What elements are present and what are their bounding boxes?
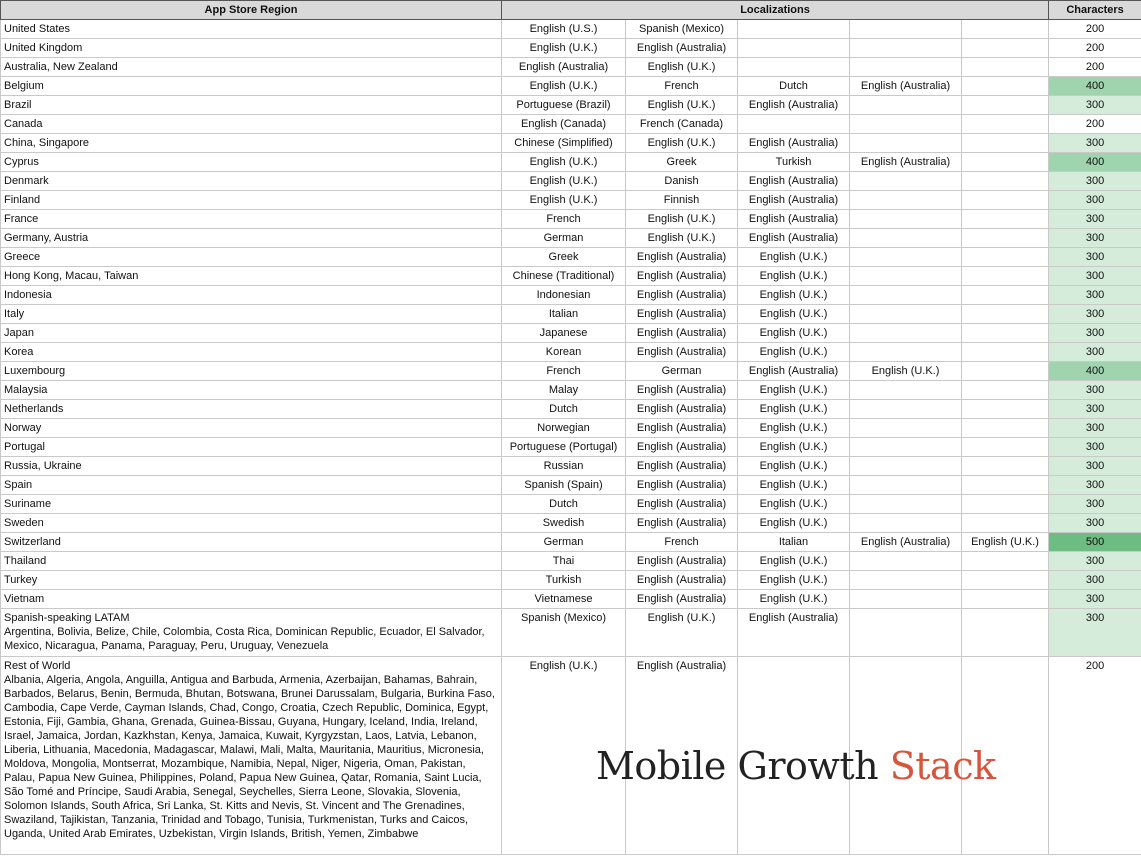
loc-cell: Indonesian bbox=[502, 286, 626, 305]
loc-cell: English (U.K.) bbox=[626, 134, 738, 153]
characters-cell: 300 bbox=[1049, 267, 1141, 286]
loc-cell bbox=[962, 153, 1049, 172]
loc-cell: Dutch bbox=[738, 77, 850, 96]
loc-cell: French (Canada) bbox=[626, 115, 738, 134]
loc-cell: English (U.K.) bbox=[502, 39, 626, 58]
loc-cell bbox=[850, 438, 962, 457]
region-cell: Canada bbox=[1, 115, 502, 134]
loc-cell: English (Australia) bbox=[626, 324, 738, 343]
loc-cell: English (U.K.) bbox=[626, 210, 738, 229]
loc-cell: Chinese (Traditional) bbox=[502, 267, 626, 286]
characters-cell: 300 bbox=[1049, 514, 1141, 533]
loc-cell: Swedish bbox=[502, 514, 626, 533]
loc-cell: Thai bbox=[502, 552, 626, 571]
brand-main: Mobile Growth bbox=[596, 744, 879, 788]
loc-cell: English (Australia) bbox=[738, 210, 850, 229]
loc-cell: English (Australia) bbox=[738, 609, 850, 657]
loc-cell: Portuguese (Portugal) bbox=[502, 438, 626, 457]
loc-cell bbox=[962, 20, 1049, 39]
region-countries: Albania, Algeria, Angola, Anguilla, Antigua and Barbuda, Armenia, Azerbaijan, Bahamas, Bahrain, Barbados, Belarus, Benin, Bermuda, Bhutan, Botswana, Brunei Darussalam, Bulgaria, Burkina Faso, Cambodia, Cape Verde, Cayman Islands, Chad, Congo, Croatia, Czech Republic, Dominica, Egypt, Estonia, Fiji, Gambia, Ghana, Grenada, Guinea-Bissau, Guyana, Hungary, Iceland, India, Ireland, Israel, Jamaica, Jordan, Kazkhstan, Kenya, Jamaica, Kuwait, Kyrgyzstan, Laos, Latvia, Lebanon, Liberia, Lithuania, Macedonia, Madagascar, Malawi, Mali, Malta, Mauritania, Mauritius, Micronesia, Moldova, Mongolia, Montserrat, Mozambique, Namibia, Nepal, Niger, Nigeria, Oman, Pakistan, Palau, Papua New Guinea, Philippines, Poland, Papua New Guinea, Qatar, Romania, Saint Lucia, São Tomé and Príncipe, Saudi Arabia, Senegal, Seychelles, Sierra Leone, Slovakia, Slovenia, Solomon Islands, South Africa, Sri Lanka, St. Kitts and Nevis, St. Vincent and The Grenadines, Swaziland, Tajikistan, Tanzania, Trinidad and Tobago, Tunisia, Turkmenistan, Turks and Caicos, Uganda, United Arab Emirates, Uzbekistan, Virgin Islands, British, Yemen, Zimbabwe bbox=[4, 674, 495, 840]
loc-cell: English (Australia) bbox=[626, 343, 738, 362]
region-cell: Hong Kong, Macau, Taiwan bbox=[1, 267, 502, 286]
characters-cell: 400 bbox=[1049, 153, 1141, 172]
loc-cell: English (U.K.) bbox=[738, 267, 850, 286]
loc-cell: English (U.K.) bbox=[738, 248, 850, 267]
loc-cell bbox=[850, 20, 962, 39]
table-row bbox=[1, 267, 1141, 286]
region-title: Rest of World bbox=[4, 660, 71, 672]
table-row bbox=[1, 248, 1141, 267]
table-row bbox=[1, 20, 1141, 39]
loc-cell bbox=[738, 115, 850, 134]
loc-cell: English (Australia) bbox=[738, 96, 850, 115]
loc-cell: French bbox=[502, 210, 626, 229]
characters-cell: 300 bbox=[1049, 552, 1141, 571]
loc-cell bbox=[850, 267, 962, 286]
loc-cell bbox=[850, 286, 962, 305]
characters-cell: 300 bbox=[1049, 438, 1141, 457]
loc-cell: English (U.K.) bbox=[502, 172, 626, 191]
loc-cell bbox=[850, 191, 962, 210]
loc-cell bbox=[962, 58, 1049, 77]
table-row bbox=[1, 286, 1141, 305]
loc-cell bbox=[850, 609, 962, 657]
table-row bbox=[1, 362, 1141, 381]
table-row bbox=[1, 400, 1141, 419]
characters-cell: 200 bbox=[1049, 58, 1141, 77]
loc-cell bbox=[850, 400, 962, 419]
table-row bbox=[1, 134, 1141, 153]
loc-cell: Norwegian bbox=[502, 419, 626, 438]
loc-cell: English (Australia) bbox=[738, 172, 850, 191]
loc-cell bbox=[962, 248, 1049, 267]
loc-cell bbox=[850, 305, 962, 324]
region-cell: Australia, New Zealand bbox=[1, 58, 502, 77]
region-cell: Norway bbox=[1, 419, 502, 438]
header-characters: Characters bbox=[1049, 1, 1141, 20]
table-row bbox=[1, 533, 1141, 552]
characters-cell: 300 bbox=[1049, 571, 1141, 590]
brand-accent: Stack bbox=[889, 744, 996, 788]
region-cell: Germany, Austria bbox=[1, 229, 502, 248]
region-cell: Vietnam bbox=[1, 590, 502, 609]
region-cell: Italy bbox=[1, 305, 502, 324]
loc-cell: English (U.K.) bbox=[738, 286, 850, 305]
loc-cell bbox=[962, 590, 1049, 609]
loc-cell bbox=[850, 115, 962, 134]
region-countries: Argentina, Bolivia, Belize, Chile, Colombia, Costa Rica, Dominican Republic, Ecuador, El Salvador, Mexico, Nicaragua, Panama, Paraguay, Peru, Uruguay, Venezuela bbox=[4, 626, 485, 652]
loc-cell bbox=[962, 609, 1049, 657]
loc-cell bbox=[850, 58, 962, 77]
loc-cell: English (Australia) bbox=[738, 134, 850, 153]
loc-cell: English (Australia) bbox=[626, 305, 738, 324]
loc-cell: Dutch bbox=[502, 495, 626, 514]
characters-cell: 300 bbox=[1049, 134, 1141, 153]
loc-cell: English (Australia) bbox=[626, 590, 738, 609]
characters-cell: 200 bbox=[1049, 657, 1141, 855]
loc-cell: Russian bbox=[502, 457, 626, 476]
loc-cell: English (U.K.) bbox=[738, 305, 850, 324]
table-row bbox=[1, 229, 1141, 248]
table-row bbox=[1, 191, 1141, 210]
loc-cell: English (U.K.) bbox=[738, 324, 850, 343]
loc-cell: English (Australia) bbox=[850, 77, 962, 96]
loc-cell bbox=[850, 476, 962, 495]
loc-cell: English (Australia) bbox=[626, 571, 738, 590]
characters-cell: 300 bbox=[1049, 495, 1141, 514]
table-row bbox=[1, 343, 1141, 362]
region-cell: Greece bbox=[1, 248, 502, 267]
loc-cell: English (U.K.) bbox=[738, 457, 850, 476]
loc-cell: Finnish bbox=[626, 191, 738, 210]
loc-cell bbox=[962, 495, 1049, 514]
characters-cell: 500 bbox=[1049, 533, 1141, 552]
table-row bbox=[1, 39, 1141, 58]
table-row bbox=[1, 153, 1141, 172]
characters-cell: 300 bbox=[1049, 172, 1141, 191]
loc-cell: Italian bbox=[502, 305, 626, 324]
table-row bbox=[1, 58, 1141, 77]
loc-cell bbox=[962, 77, 1049, 96]
loc-cell bbox=[850, 552, 962, 571]
characters-cell: 200 bbox=[1049, 20, 1141, 39]
loc-cell: English (U.K.) bbox=[738, 343, 850, 362]
characters-cell: 300 bbox=[1049, 343, 1141, 362]
loc-cell: German bbox=[626, 362, 738, 381]
loc-cell bbox=[962, 419, 1049, 438]
loc-cell bbox=[962, 96, 1049, 115]
loc-cell: English (Canada) bbox=[502, 115, 626, 134]
loc-cell: English (U.K.) bbox=[502, 77, 626, 96]
loc-cell: Portuguese (Brazil) bbox=[502, 96, 626, 115]
loc-cell: English (Australia) bbox=[626, 514, 738, 533]
region-cell: Netherlands bbox=[1, 400, 502, 419]
loc-cell: English (Australia) bbox=[626, 286, 738, 305]
region-cell: United States bbox=[1, 20, 502, 39]
table-row bbox=[1, 305, 1141, 324]
loc-cell: English (U.K.) bbox=[738, 438, 850, 457]
loc-cell bbox=[962, 457, 1049, 476]
loc-cell: English (U.S.) bbox=[502, 20, 626, 39]
characters-cell: 300 bbox=[1049, 381, 1141, 400]
loc-cell: English (Australia) bbox=[738, 229, 850, 248]
loc-cell: English (U.K.) bbox=[738, 590, 850, 609]
loc-cell: Danish bbox=[626, 172, 738, 191]
loc-cell: English (U.K.) bbox=[962, 533, 1049, 552]
loc-cell bbox=[738, 58, 850, 77]
region-cell: Sweden bbox=[1, 514, 502, 533]
loc-cell bbox=[962, 210, 1049, 229]
loc-cell: English (U.K.) bbox=[738, 552, 850, 571]
table-row bbox=[1, 552, 1141, 571]
brand-logo bbox=[596, 744, 996, 788]
loc-cell bbox=[850, 96, 962, 115]
loc-cell bbox=[850, 134, 962, 153]
loc-cell bbox=[850, 229, 962, 248]
region-cell: Japan bbox=[1, 324, 502, 343]
loc-cell: English (Australia) bbox=[626, 476, 738, 495]
characters-cell: 300 bbox=[1049, 96, 1141, 115]
loc-cell bbox=[850, 495, 962, 514]
loc-cell: English (U.K.) bbox=[626, 609, 738, 657]
loc-cell bbox=[850, 324, 962, 343]
loc-cell bbox=[962, 286, 1049, 305]
table-row bbox=[1, 514, 1141, 533]
characters-cell: 200 bbox=[1049, 39, 1141, 58]
table-row bbox=[1, 381, 1141, 400]
table-row bbox=[1, 77, 1141, 96]
region-cell: Suriname bbox=[1, 495, 502, 514]
characters-cell: 300 bbox=[1049, 400, 1141, 419]
region-cell: United Kingdom bbox=[1, 39, 502, 58]
loc-cell: Korean bbox=[502, 343, 626, 362]
loc-cell bbox=[738, 39, 850, 58]
loc-cell: English (U.K.) bbox=[738, 400, 850, 419]
loc-cell bbox=[738, 20, 850, 39]
loc-cell: English (Australia) bbox=[626, 400, 738, 419]
loc-cell: English (Australia) bbox=[626, 438, 738, 457]
loc-cell bbox=[962, 438, 1049, 457]
region-cell: Turkey bbox=[1, 571, 502, 590]
characters-cell: 300 bbox=[1049, 229, 1141, 248]
header-localizations: Localizations bbox=[502, 1, 1049, 20]
characters-cell: 300 bbox=[1049, 609, 1141, 657]
loc-cell: Spanish (Mexico) bbox=[626, 20, 738, 39]
loc-cell: Italian bbox=[738, 533, 850, 552]
region-cell: Korea bbox=[1, 343, 502, 362]
region-cell: Luxembourg bbox=[1, 362, 502, 381]
region-cell: Portugal bbox=[1, 438, 502, 457]
header-region: App Store Region bbox=[1, 1, 502, 20]
header-row bbox=[1, 1, 1141, 20]
loc-cell bbox=[850, 343, 962, 362]
characters-cell: 300 bbox=[1049, 305, 1141, 324]
loc-cell: English (Australia) bbox=[626, 419, 738, 438]
region-cell bbox=[1, 609, 502, 657]
loc-cell: English (Australia) bbox=[626, 39, 738, 58]
loc-cell bbox=[962, 229, 1049, 248]
characters-cell: 300 bbox=[1049, 324, 1141, 343]
region-cell: France bbox=[1, 210, 502, 229]
loc-cell: English (Australia) bbox=[626, 552, 738, 571]
loc-cell: English (Australia) bbox=[850, 533, 962, 552]
loc-cell bbox=[962, 134, 1049, 153]
region-cell bbox=[1, 657, 502, 855]
region-cell: Denmark bbox=[1, 172, 502, 191]
characters-cell: 300 bbox=[1049, 590, 1141, 609]
region-cell: Indonesia bbox=[1, 286, 502, 305]
loc-cell: English (U.K.) bbox=[626, 96, 738, 115]
loc-cell bbox=[850, 419, 962, 438]
loc-cell bbox=[962, 571, 1049, 590]
loc-cell: English (Australia) bbox=[738, 191, 850, 210]
loc-cell bbox=[962, 400, 1049, 419]
loc-cell bbox=[962, 552, 1049, 571]
loc-cell: English (U.K.) bbox=[738, 419, 850, 438]
table-row bbox=[1, 457, 1141, 476]
loc-cell bbox=[962, 514, 1049, 533]
loc-cell: English (Australia) bbox=[502, 58, 626, 77]
characters-cell: 300 bbox=[1049, 457, 1141, 476]
table-row bbox=[1, 571, 1141, 590]
table-row bbox=[1, 210, 1141, 229]
characters-cell: 300 bbox=[1049, 210, 1141, 229]
loc-cell: English (Australia) bbox=[626, 495, 738, 514]
loc-cell bbox=[962, 191, 1049, 210]
loc-cell: English (U.K.) bbox=[738, 476, 850, 495]
characters-cell: 400 bbox=[1049, 77, 1141, 96]
table-row bbox=[1, 324, 1141, 343]
loc-cell: Greek bbox=[502, 248, 626, 267]
loc-cell: English (U.K.) bbox=[502, 191, 626, 210]
loc-cell: German bbox=[502, 229, 626, 248]
loc-cell: Vietnamese bbox=[502, 590, 626, 609]
region-title: Spanish-speaking LATAM bbox=[4, 612, 130, 624]
loc-cell: English (U.K.) bbox=[738, 571, 850, 590]
table-row bbox=[1, 96, 1141, 115]
loc-cell: English (U.K.) bbox=[850, 362, 962, 381]
characters-cell: 300 bbox=[1049, 476, 1141, 495]
region-cell: Switzerland bbox=[1, 533, 502, 552]
loc-cell: English (U.K.) bbox=[738, 495, 850, 514]
table-row-latam bbox=[1, 609, 1141, 657]
loc-cell: Malay bbox=[502, 381, 626, 400]
loc-cell bbox=[962, 343, 1049, 362]
loc-cell: English (U.K.) bbox=[502, 153, 626, 172]
table-row bbox=[1, 115, 1141, 134]
loc-cell bbox=[850, 590, 962, 609]
loc-cell bbox=[962, 39, 1049, 58]
loc-cell bbox=[850, 172, 962, 191]
loc-cell: Spanish (Spain) bbox=[502, 476, 626, 495]
characters-cell: 300 bbox=[1049, 191, 1141, 210]
table-row bbox=[1, 476, 1141, 495]
loc-cell: English (Australia) bbox=[850, 153, 962, 172]
loc-cell bbox=[962, 362, 1049, 381]
loc-cell bbox=[962, 476, 1049, 495]
loc-cell: Japanese bbox=[502, 324, 626, 343]
table-row bbox=[1, 590, 1141, 609]
loc-cell bbox=[850, 381, 962, 400]
loc-cell: Chinese (Simplified) bbox=[502, 134, 626, 153]
table-row bbox=[1, 419, 1141, 438]
loc-cell bbox=[962, 324, 1049, 343]
loc-cell: Turkish bbox=[502, 571, 626, 590]
region-cell: Cyprus bbox=[1, 153, 502, 172]
loc-cell bbox=[850, 514, 962, 533]
loc-cell bbox=[962, 267, 1049, 286]
region-cell: China, Singapore bbox=[1, 134, 502, 153]
loc-cell: English (Australia) bbox=[626, 381, 738, 400]
loc-cell: English (Australia) bbox=[626, 457, 738, 476]
loc-cell: French bbox=[626, 77, 738, 96]
loc-cell bbox=[962, 172, 1049, 191]
loc-cell: Greek bbox=[626, 153, 738, 172]
loc-cell bbox=[962, 305, 1049, 324]
loc-cell bbox=[962, 115, 1049, 134]
loc-cell bbox=[850, 39, 962, 58]
characters-cell: 300 bbox=[1049, 419, 1141, 438]
characters-cell: 300 bbox=[1049, 286, 1141, 305]
loc-cell: Spanish (Mexico) bbox=[502, 609, 626, 657]
region-cell: Belgium bbox=[1, 77, 502, 96]
loc-cell: English (Australia) bbox=[738, 362, 850, 381]
region-cell: Finland bbox=[1, 191, 502, 210]
loc-cell: German bbox=[502, 533, 626, 552]
region-cell: Malaysia bbox=[1, 381, 502, 400]
table-row bbox=[1, 495, 1141, 514]
loc-cell: English (Australia) bbox=[626, 657, 738, 855]
loc-cell: English (Australia) bbox=[626, 267, 738, 286]
loc-cell: French bbox=[502, 362, 626, 381]
characters-cell: 300 bbox=[1049, 248, 1141, 267]
characters-cell: 400 bbox=[1049, 362, 1141, 381]
region-cell: Thailand bbox=[1, 552, 502, 571]
loc-cell: English (U.K.) bbox=[626, 229, 738, 248]
characters-cell: 200 bbox=[1049, 115, 1141, 134]
loc-cell: English (U.K.) bbox=[738, 381, 850, 400]
loc-cell: English (U.K.) bbox=[502, 657, 626, 855]
loc-cell: Turkish bbox=[738, 153, 850, 172]
loc-cell bbox=[850, 248, 962, 267]
loc-cell: French bbox=[626, 533, 738, 552]
table-row bbox=[1, 438, 1141, 457]
loc-cell bbox=[850, 571, 962, 590]
loc-cell: English (Australia) bbox=[626, 248, 738, 267]
region-cell: Russia, Ukraine bbox=[1, 457, 502, 476]
loc-cell: English (U.K.) bbox=[626, 58, 738, 77]
region-cell: Spain bbox=[1, 476, 502, 495]
loc-cell bbox=[962, 381, 1049, 400]
table-row bbox=[1, 172, 1141, 191]
region-cell: Brazil bbox=[1, 96, 502, 115]
loc-cell: Dutch bbox=[502, 400, 626, 419]
loc-cell bbox=[850, 457, 962, 476]
loc-cell bbox=[850, 210, 962, 229]
loc-cell: English (U.K.) bbox=[738, 514, 850, 533]
